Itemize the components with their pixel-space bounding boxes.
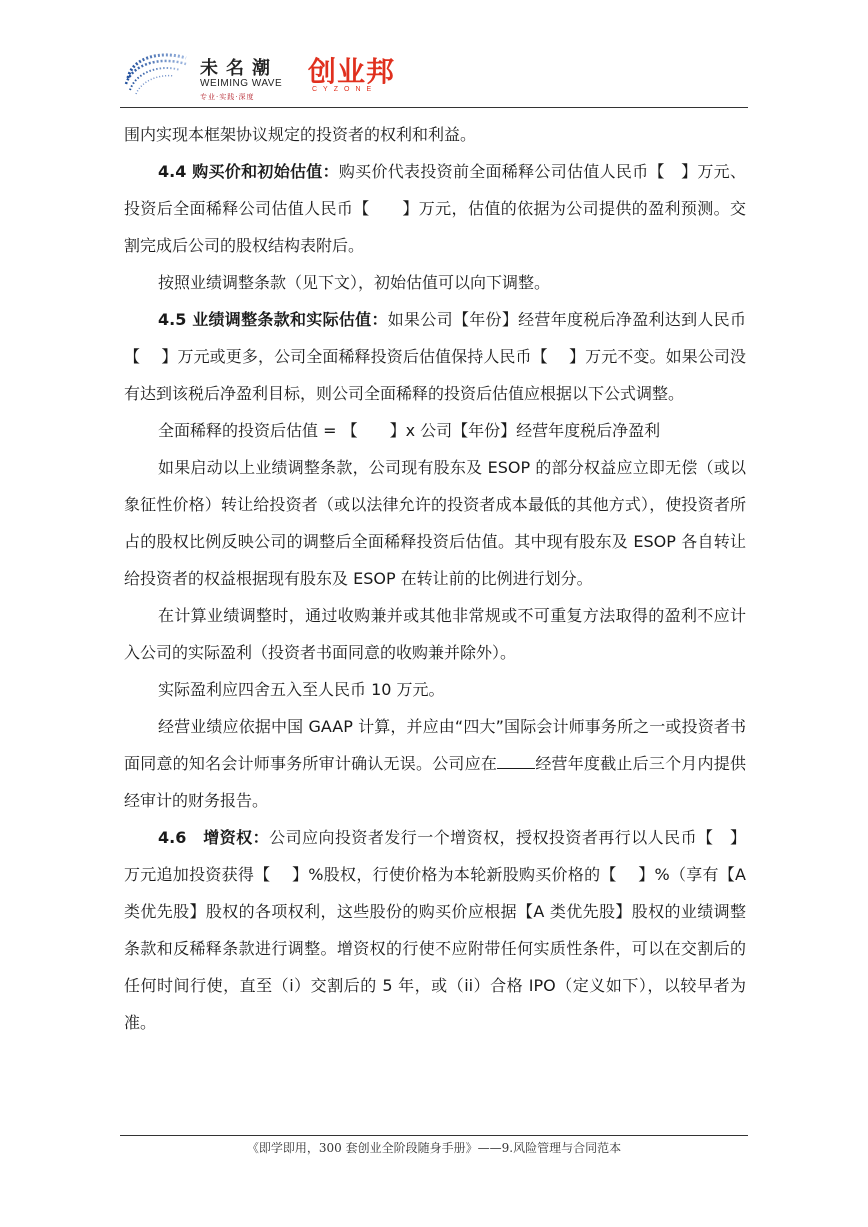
gaap-audit-paragraph xyxy=(124,708,746,819)
document-body xyxy=(124,116,746,1041)
page-footer: 《即学即用，300 套创业全阶段随身手册》——9.风险管理与合同范本 xyxy=(246,1141,622,1155)
section-4-6 xyxy=(124,819,746,1041)
valuation-formula: 全面稀释的投资后估值 = 【 】x 公司【年份】经营年度税后净盈利 xyxy=(158,421,661,440)
wave-logo-icon xyxy=(120,48,190,98)
section-4-4-text: 购买价代表投资前全面稀释公司估值人民币【 】万元、投资后全面稀释公司估值人民币【 】万元，估值的依据为公司提供的盈利预测。交割完成后公司的股权结构表附后。 xyxy=(124,162,746,255)
fill-in-blank xyxy=(497,754,535,769)
section-4-5 xyxy=(124,301,746,412)
rounding-paragraph: 实际盈利应四舍五入至人民币 10 万元。 xyxy=(158,680,445,699)
gaap-audit-text-a: 经营业绩应依据中国 GAAP 计算，并应由“四大”国际会计师事务所之一或投资者书面同意的知名会计师事务所审计确认无误。公司应在 xyxy=(124,717,746,773)
valuation-adjustment-note: 按照业绩调整条款（见下文），初始估值可以向下调整。 xyxy=(158,273,551,292)
header-divider xyxy=(120,107,748,108)
logo-english-name: WEIMING WAVE xyxy=(200,78,283,89)
adjustment-trigger-paragraph: 如果启动以上业绩调整条款，公司现有股东及 ESOP 的部分权益应立即无偿（或以象征性价格）转让给投资者（或以法律允许的投资者成本最低的其他方式），使投资者所占的股权比例反映公司的调整后全面稀释投资后估值。其中现有股东及 ESOP 各自转让给投资者的权益根据现有股东及 ESOP 在转让前的比例进行划分。 xyxy=(124,458,746,588)
section-4-6-heading: 4.6 增资权： xyxy=(158,828,270,847)
section-4-5-heading: 4.5 业绩调整条款和实际估值： xyxy=(158,310,388,329)
section-4-5-text: 如果公司【年份】经营年度税后净盈利达到人民币【 】万元或更多，公司全面稀释投资后估值保持人民币【 】万元不变。如果公司没有达到该税后净盈利目标，则公司全面稀释的投资后估值应根据以下公式调整。 xyxy=(124,310,746,403)
section-4-4-heading: 4.4 购买价和初始估值： xyxy=(158,162,339,181)
gaap-audit-text-b: 经营年度截止后三个月内提供经审计的财务报告。 xyxy=(124,754,746,810)
paragraph-continuation: 围内实现本框架协议规定的投资者的权利和利益。 xyxy=(124,125,477,144)
logo-tagline: 专业·实践·深度 xyxy=(200,93,255,101)
cyzone-logo-en: CYZONE xyxy=(312,86,378,93)
cyzone-logo-cn: 创业邦 xyxy=(308,55,396,88)
page-header xyxy=(120,40,748,110)
logo-chinese-name: 未名潮 xyxy=(200,58,278,79)
section-4-4 xyxy=(124,153,746,264)
footer-divider xyxy=(120,1135,748,1136)
section-4-6-text: 公司应向投资者发行一个增资权，授权投资者再行以人民币【 】万元追加投资获得【 】%股权，行使价格为本轮新股购买价格的【 】%（享有【A 类优先股】股权的各项权利，这些股份的购买价应根据【A 类优先股】股权的业绩调整条款和反稀释条款进行调整。增资权的行使不应附带任何实质性条件，可以在交割后的任何时间行使，直至（i）交割后的 5 年，或（ii）合格 IPO（定义如下），以较早者为准。 xyxy=(124,828,746,1032)
acquisition-exclusion-paragraph: 在计算业绩调整时，通过收购兼并或其他非常规或不可重复方法取得的盈利不应计入公司的实际盈利（投资者书面同意的收购兼并除外）。 xyxy=(124,606,746,662)
